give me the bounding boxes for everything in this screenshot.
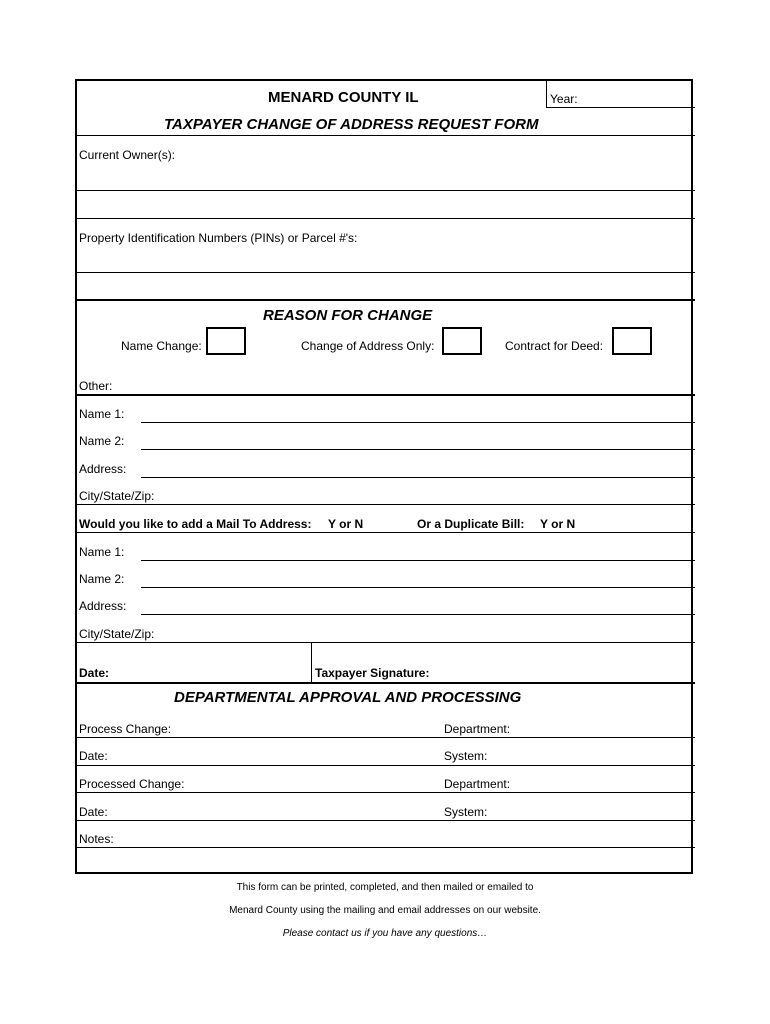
address-label: Address: (79, 462, 127, 476)
year-label: Year: (550, 92, 578, 106)
duplicate-yn[interactable]: Y or N (540, 517, 576, 531)
process-change-label: Process Change: (79, 722, 172, 736)
mail-to-name2-label: Name 2: (79, 572, 125, 586)
divider (77, 682, 695, 684)
mail-to-name2-field[interactable] (141, 587, 695, 588)
notes-label: Notes: (79, 832, 114, 846)
processed-change-label: Processed Change: (79, 777, 185, 791)
name1-field[interactable] (141, 422, 695, 423)
pins-line-2 (77, 299, 695, 301)
divider (77, 135, 695, 136)
date2-label: Date: (79, 805, 108, 819)
footer-line-2: Menard County using the mailing and email addresses on our website. (229, 905, 541, 916)
process-change-field[interactable] (77, 737, 695, 738)
pins-label: Property Identification Numbers (PINs) or Parcel #'s: (79, 231, 358, 245)
mail-to-city-field[interactable] (77, 642, 695, 643)
city-field[interactable] (77, 504, 695, 505)
mail-to-address-field[interactable] (141, 614, 695, 615)
address-change-form (75, 79, 693, 874)
owners-line-2 (77, 218, 695, 219)
name2-label: Name 2: (79, 434, 125, 448)
owners-line-1 (77, 190, 695, 191)
other-label: Other: (79, 379, 113, 393)
county-title: MENARD COUNTY IL (268, 89, 419, 106)
current-owners-label: Current Owner(s): (79, 148, 176, 162)
date1-field[interactable] (77, 765, 695, 766)
address-field[interactable] (141, 477, 695, 478)
name-change-label: Name Change: (121, 339, 202, 353)
processed-change-field[interactable] (77, 792, 695, 793)
divider (77, 394, 695, 396)
footer-line-1: This form can be printed, completed, and then mailed or emailed to (236, 882, 534, 893)
year-divider (546, 81, 547, 108)
city-label: City/State/Zip: (79, 489, 155, 503)
name1-label: Name 1: (79, 407, 125, 421)
contract-label: Contract for Deed: (505, 339, 604, 353)
dept-title: DEPARTMENTAL APPROVAL AND PROCESSING (174, 689, 522, 706)
name-change-checkbox[interactable] (206, 327, 246, 355)
reason-title: REASON FOR CHANGE (263, 307, 433, 324)
mail-to-yn[interactable]: Y or N (328, 517, 364, 531)
date1-label: Date: (79, 749, 108, 763)
form-title: TAXPAYER CHANGE OF ADDRESS REQUEST FORM (164, 116, 539, 133)
date-label: Date: (79, 666, 110, 680)
signature-label: Taxpayer Signature: (315, 666, 430, 680)
mail-to-question: Would you like to add a Mail To Address: (79, 517, 312, 531)
department2-label: Department: (444, 777, 511, 791)
pins-line-1 (77, 272, 695, 273)
mail-to-name1-field[interactable] (141, 560, 695, 561)
system2-label: System: (444, 805, 488, 819)
signature-divider (311, 642, 312, 682)
contract-checkbox[interactable] (612, 327, 652, 355)
footer-line-3: Please contact us if you have any questions… (282, 928, 488, 939)
notes-field[interactable] (77, 847, 695, 848)
mail-to-city-label: City/State/Zip: (79, 627, 155, 641)
year-underline (546, 107, 695, 108)
department1-label: Department: (444, 722, 511, 736)
mail-to-name1-label: Name 1: (79, 545, 125, 559)
address-only-label: Change of Address Only: (301, 339, 435, 353)
duplicate-question: Or a Duplicate Bill: (417, 517, 525, 531)
date2-field[interactable] (77, 820, 695, 821)
name2-field[interactable] (141, 449, 695, 450)
system1-label: System: (444, 749, 488, 763)
address-only-checkbox[interactable] (442, 327, 482, 355)
mail-to-address-label: Address: (79, 599, 127, 613)
divider (77, 532, 695, 533)
